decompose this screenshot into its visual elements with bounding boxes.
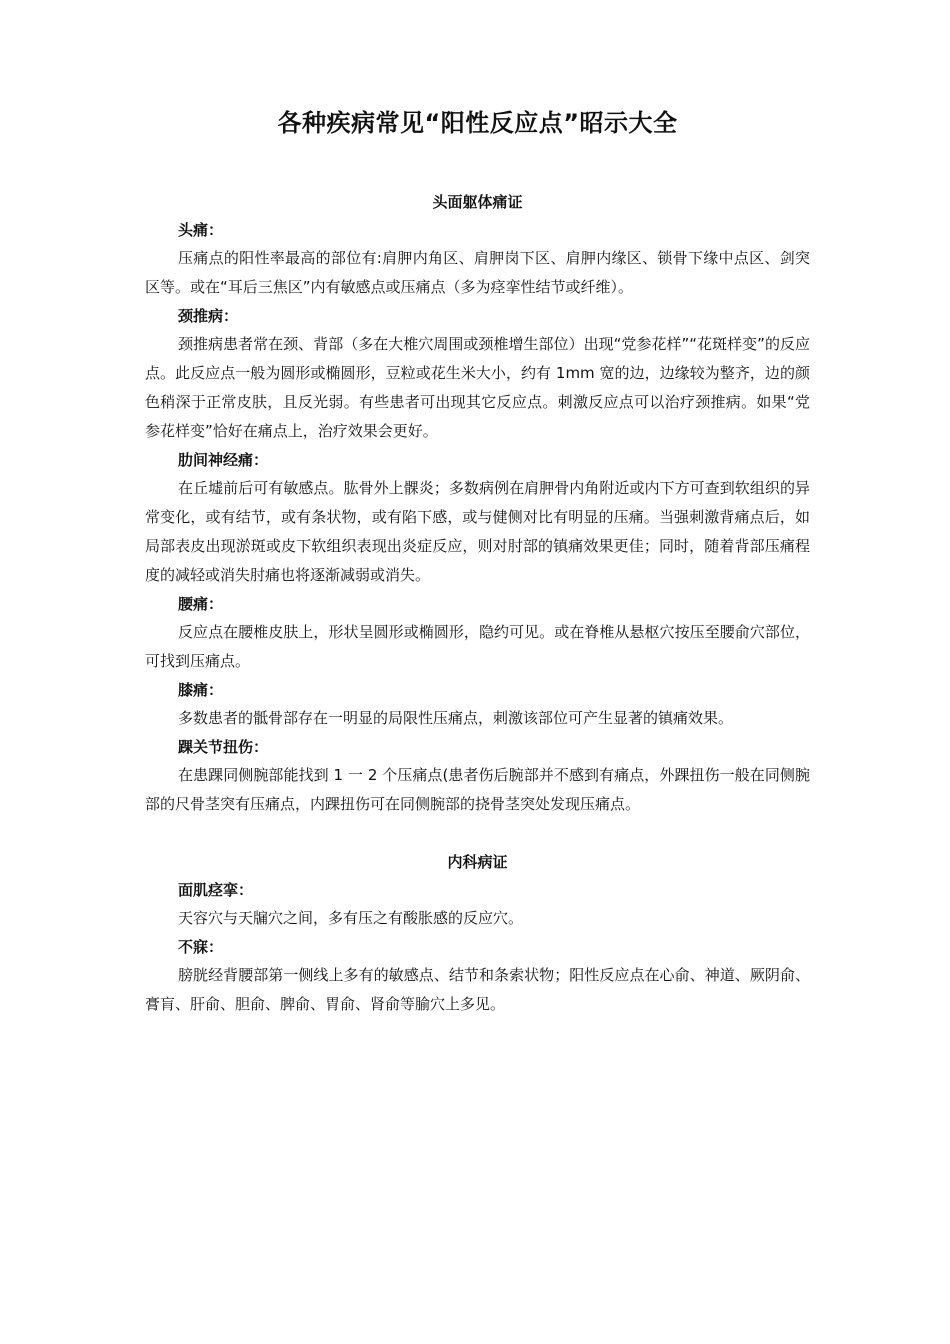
item-heading-intercostal: 肋间神经痛： bbox=[178, 451, 269, 469]
section-head-body-pain bbox=[145, 188, 810, 819]
document-title: 各种疾病常见“阳性反应点”昭示大全 bbox=[277, 109, 678, 137]
item-text-ankle: 在患踝同侧腕部能找到 1 一 2 个压痛点(患者伤后腕部并不感到有痛点，外踝扭伤一般在同侧腕部的尺骨茎突有压痛点，内踝扭伤可在同侧腕部的挠骨茎突处发现压痛点。 bbox=[145, 766, 810, 813]
section-internal-medicine bbox=[145, 848, 810, 1019]
item-text-intercostal: 在丘墟前后可有敏感点。肱骨外上髁炎；多数病例在肩胛骨内角附近或内下方可查到软组织的异常变化，或有结节，或有条状物，或有陷下感，或与健侧对比有明显的压痛。当强刺激背痛点后，如局部表皮出现淤斑或皮下软组织表现出炎症反应，则对肘部的镇痛效果更佳；同时，随着背部压痛程度的减轻或消失肘痛也将逐渐减弱或消失。 bbox=[145, 479, 810, 584]
item-heading-knee: 膝痛： bbox=[178, 681, 224, 699]
item-text-headache: 压痛点的阳性率最高的部位有:肩胛内角区、肩胛岗下区、肩胛内缘区、锁骨下缘中点区、剑突区等。或在“耳后三焦区”内有敏感点或压痛点（多为痉挛性结节或纤维）。 bbox=[145, 249, 810, 296]
item-heading-cervical: 颈推病： bbox=[178, 307, 239, 325]
item-heading-lowback: 腰痛： bbox=[178, 595, 224, 613]
item-heading-insomnia: 不寐： bbox=[178, 938, 224, 956]
item-heading-ankle: 踝关节扭伤： bbox=[178, 738, 269, 756]
item-text-insomnia: 膀胱经背腰部第一侧线上多有的敏感点、结节和条索状物；阳性反应点在心俞、神道、厥阴俞、膏肓、肝俞、胆俞、脾俞、胃俞、肾俞等腧穴上多见。 bbox=[145, 966, 810, 1013]
item-text-lowback: 反应点在腰椎皮肤上，形状呈圆形或椭圆形，隐约可见。或在脊椎从悬枢穴按压至腰俞穴部位，可找到压痛点。 bbox=[145, 623, 810, 670]
item-text-cervical: 颈推病患者常在颈、背部（多在大椎穴周围或颈椎增生部位）出现“党参花样”“花斑样变”的反应点。此反应点一般为圆形或椭圆形，豆粒或花生米大小，约有 1mm 宽的边，边缘较为整齐，边的颜色稍深于正常皮肤，且反光弱。有些患者可出现其它反应点。刺激反应点可以治疗颈推病。如果“党参花样变”恰好在痛点上，治疗效果会更好。 bbox=[145, 335, 810, 440]
item-text-facial-spasm: 天容穴与天牖穴之间，多有压之有酸胀感的反应穴。 bbox=[178, 909, 524, 927]
section-heading: 内科病证 bbox=[447, 853, 508, 871]
section-heading: 头面躯体痛证 bbox=[432, 193, 523, 211]
item-text-knee: 多数患者的骶骨部存在一明显的局限性压痛点，刺激该部位可产生显著的镇痛效果。 bbox=[178, 709, 734, 727]
item-heading-facial-spasm: 面肌痉挛： bbox=[178, 881, 254, 899]
item-heading-headache: 头痛： bbox=[178, 221, 224, 239]
